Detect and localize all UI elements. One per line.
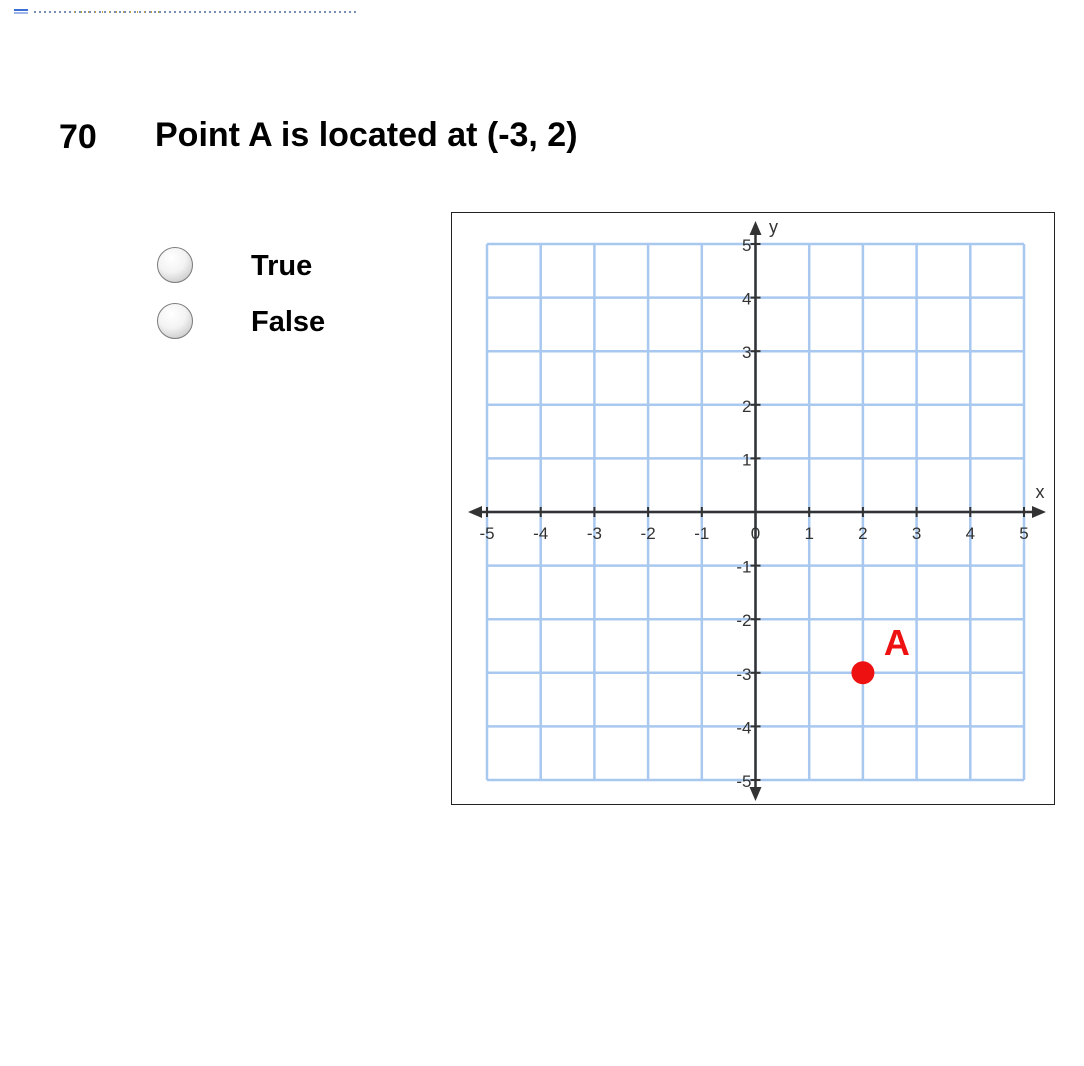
point-a-marker [851,661,874,684]
x-tick-label: 1 [804,524,814,543]
x-tick-label: -5 [479,524,495,543]
y-tick-label: -5 [736,772,752,791]
x-axis-arrow-right-icon [1032,506,1046,518]
y-axis-arrow-up-icon [750,221,762,235]
y-tick-label: 3 [742,343,752,363]
option-label-false: False [251,306,326,338]
x-tick-label: 0 [750,524,761,543]
y-tick-label: -1 [736,557,752,577]
x-axis-label: x [1035,482,1045,502]
y-tick-label: -4 [736,718,752,738]
radio-button-false[interactable] [157,303,193,339]
y-tick-label: 5 [742,236,752,255]
option-true[interactable] [157,247,387,287]
y-tick-label: 2 [742,396,752,416]
y-tick-label: 4 [742,289,752,309]
point-a-label: A [883,621,910,663]
question-text: Point A is located at (-3, 2) [155,116,578,154]
option-label-true: True [251,250,313,282]
x-tick-label: -1 [694,524,710,543]
top-dotted-strip [14,8,359,14]
question-number: 70 [59,118,97,156]
coordinate-plane-figure [451,212,1055,805]
x-tick-label: 4 [965,524,976,543]
coordinate-plane [452,213,1054,804]
y-axis-label: y [769,217,778,237]
x-tick-label: -4 [533,524,549,543]
y-tick-label: -2 [736,611,752,631]
x-tick-label: 2 [858,524,868,543]
radio-button-true[interactable] [157,247,193,283]
option-false[interactable] [157,303,387,343]
x-tick-label: -3 [586,524,602,543]
x-axis-arrow-left-icon [468,506,482,518]
y-tick-label: 1 [742,450,752,470]
x-tick-label: 3 [911,524,922,543]
x-tick-label: -2 [640,524,656,543]
x-tick-label: 5 [1019,524,1029,543]
y-tick-label: -3 [736,664,752,684]
